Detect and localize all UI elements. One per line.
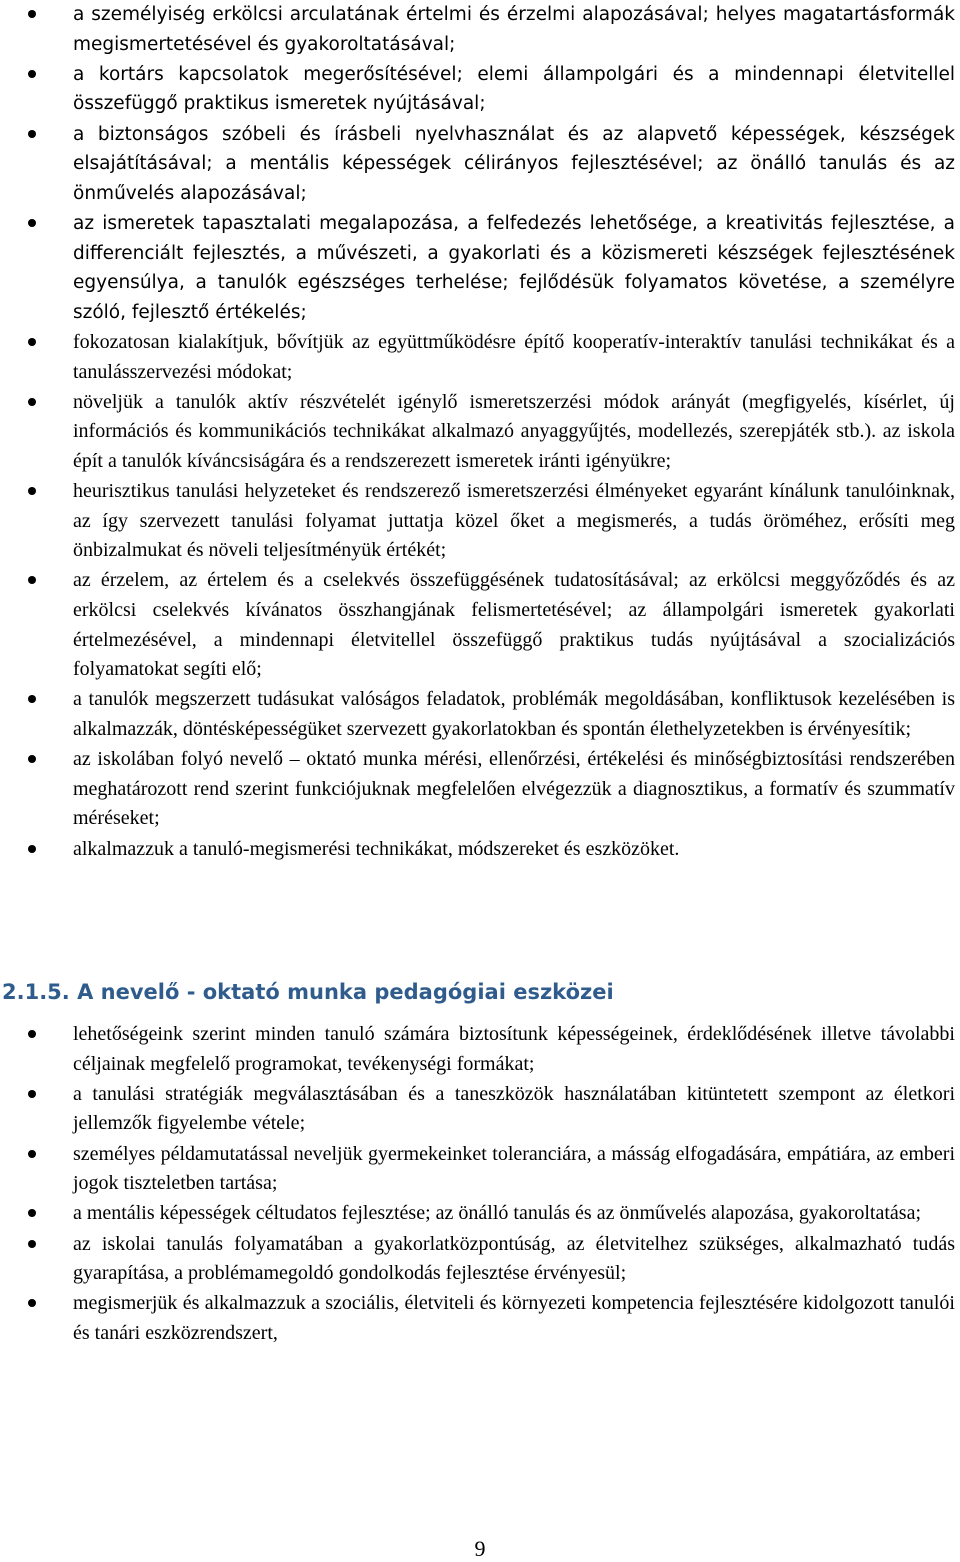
bullet-icon bbox=[28, 398, 36, 406]
list-item bbox=[28, 566, 955, 684]
section-number: 2.1.5. bbox=[2, 980, 70, 1004]
section-title: A nevelő - oktató munka pedagógiai eszközei bbox=[77, 980, 614, 1004]
list-item bbox=[28, 0, 955, 59]
list-item-text: a tanulók megszerzett tudásukat valóságos feladatok, problémák megoldásában, konfliktusok kezelésében is alkalmazzák, döntésképességüket szervezett gyakorlatokban és spontán élethelyzetekben is érvényesítik; bbox=[73, 688, 955, 740]
bullet-icon bbox=[28, 1299, 36, 1307]
list-item-text: az iskolában folyó nevelő – oktató munka mérési, ellenőrzési, értékelési és minőségbiztosítási rendszerében meghatározott rend szerint funkciójuknak megfelelően elvégezzük a diagnosztikus, a formatív és szummatív méréseket; bbox=[73, 748, 955, 830]
bullet-icon bbox=[28, 338, 36, 346]
list-item-text: személyes példamutatással neveljük gyermekeinket toleranciára, a másság elfogadására, empátiára, az emberi jogok tiszteletben tartása; bbox=[73, 1142, 955, 1195]
list-item-text: az érzelem, az értelem és a cselekvés összefüggésének tudatosításával; az erkölcsi meggyőződés és az erkölcsi cselekvés kívánatos összhangjának felismertetésével; az állampolgári ismeretek gyakorlati értelmezésével, a mindennapi életvitellel összefüggő praktikus tudás nyújtásával a szocializációs folyamatokat segíti elő; bbox=[73, 569, 955, 681]
bullet-icon bbox=[28, 10, 36, 18]
page-number: 9 bbox=[474, 1536, 486, 1561]
list-item bbox=[28, 209, 955, 327]
bullet-icon bbox=[28, 1209, 36, 1217]
list-item-text: a kortárs kapcsolatok megerősítésével; elemi állampolgári és a mindennapi életvitellel összefüggő praktikus ismeretek nyújtásával; bbox=[73, 63, 955, 115]
list-item bbox=[28, 328, 955, 387]
list-item-text: a biztonságos szóbeli és írásbeli nyelvhasználat és az alapvető képességek, készségek elsajátításával; a mentális képességek célirányos fejlesztésével; az önálló tanulás és az önművelés alapozásával; bbox=[73, 123, 955, 204]
list-item-text: lehetőségeink szerint minden tanuló számára biztosítunk képességeinek, érdeklődésének illetve távolabbi céljainak megfelelő programokat, tevékenységi formákat; bbox=[73, 1023, 955, 1075]
list-item-text: alkalmazzuk a tanuló-megismerési technikákat, módszereket és eszközöket. bbox=[73, 837, 680, 860]
bullet-icon bbox=[28, 1240, 36, 1248]
list-item bbox=[28, 1289, 955, 1348]
bullet-icon bbox=[28, 755, 36, 763]
bullet-icon bbox=[28, 1030, 36, 1038]
list-item-text: az ismeretek tapasztalati megalapozása, a felfedezés lehetősége, a kreativitás fejlesztése, a differenciált fejlesztés, a művészeti, a gyakorlati és a közismereti készségek fejlesztésének egyensúlya, a tanulók egészséges terhelése; fejlődésük folyamatos követése, a személyre szóló, fejlesztő értékelés; bbox=[73, 212, 955, 323]
list-item-text: az iskolai tanulás folyamatában a gyakorlatközpontúság, az életvitelhez szükséges, alkalmazható tudás gyarapítása, a problémamegoldó gondolkodás fejlesztése érvényesül; bbox=[73, 1232, 955, 1285]
list-item bbox=[28, 745, 955, 834]
bullet-icon bbox=[28, 695, 36, 703]
bullet-icon bbox=[28, 219, 36, 227]
list-item bbox=[28, 685, 955, 744]
list-item-text: fokozatosan kialakítjuk, bővítjük az együttműködésre építő kooperatív-interaktív tanulási technikákat és a tanulásszervezési módokat; bbox=[73, 330, 955, 383]
list-item bbox=[28, 1020, 955, 1079]
list-item-text: megismerjük és alkalmazzuk a szociális, életviteli és környezeti kompetencia fejlesztésére kidolgozott tanulói és tanári eszközrendszert, bbox=[73, 1292, 955, 1344]
section-heading bbox=[2, 977, 614, 1007]
bullet-icon bbox=[28, 845, 36, 853]
list-item-text: a tanulási stratégiák megválasztásában és a taneszközök használatában kitüntetett szempont az életkori jellemzők figyelembe vétele; bbox=[73, 1082, 955, 1135]
bullet-icon bbox=[28, 130, 36, 138]
bullet-icon bbox=[28, 70, 36, 78]
bullet-icon bbox=[28, 1150, 36, 1158]
bullet-icon bbox=[28, 576, 36, 584]
bullet-list-goals bbox=[28, 0, 955, 865]
list-item-text: növeljük a tanulók aktív részvételét igénylő ismeretszerzési módok arányát (megfigyelés, kísérlet, új információs és kommunikációs technikákat alkalmazó anyaggyűjtés, modellezés, szerepjáték stb.). az iskola épít a tanulók kíváncsiságára és a rendszerezett ismeretek iránti igényükre; bbox=[73, 390, 955, 472]
list-item bbox=[28, 388, 955, 477]
bullet-icon bbox=[28, 487, 36, 495]
bullet-icon bbox=[28, 1090, 36, 1098]
list-item bbox=[28, 120, 955, 209]
list-item bbox=[28, 1199, 955, 1229]
list-item bbox=[28, 477, 955, 566]
list-item bbox=[28, 1080, 955, 1139]
list-item bbox=[28, 835, 955, 865]
list-item-text: a személyiség erkölcsi arculatának értelmi és érzelmi alapozásával; helyes magatartásformák megismertetésével és gyakoroltatásával; bbox=[73, 4, 955, 55]
list-item bbox=[28, 1140, 955, 1199]
list-item bbox=[28, 1230, 955, 1289]
list-item-text: a mentális képességek céltudatos fejlesztése; az önálló tanulás és az önművelés alapozása, gyakoroltatása; bbox=[73, 1202, 921, 1225]
list-item bbox=[28, 60, 955, 119]
bullet-list-tools bbox=[28, 1020, 955, 1349]
list-item-text: heurisztikus tanulási helyzeteket és rendszerező ismeretszerzési élményeket egyaránt kínálunk tanulóinknak, az így szervezett tanulási folyamat juttatja közel őket a megismerés, a tudás öröméhez, erősíti meg önbizalmukat és növeli teljesítményük értékét; bbox=[73, 480, 955, 562]
